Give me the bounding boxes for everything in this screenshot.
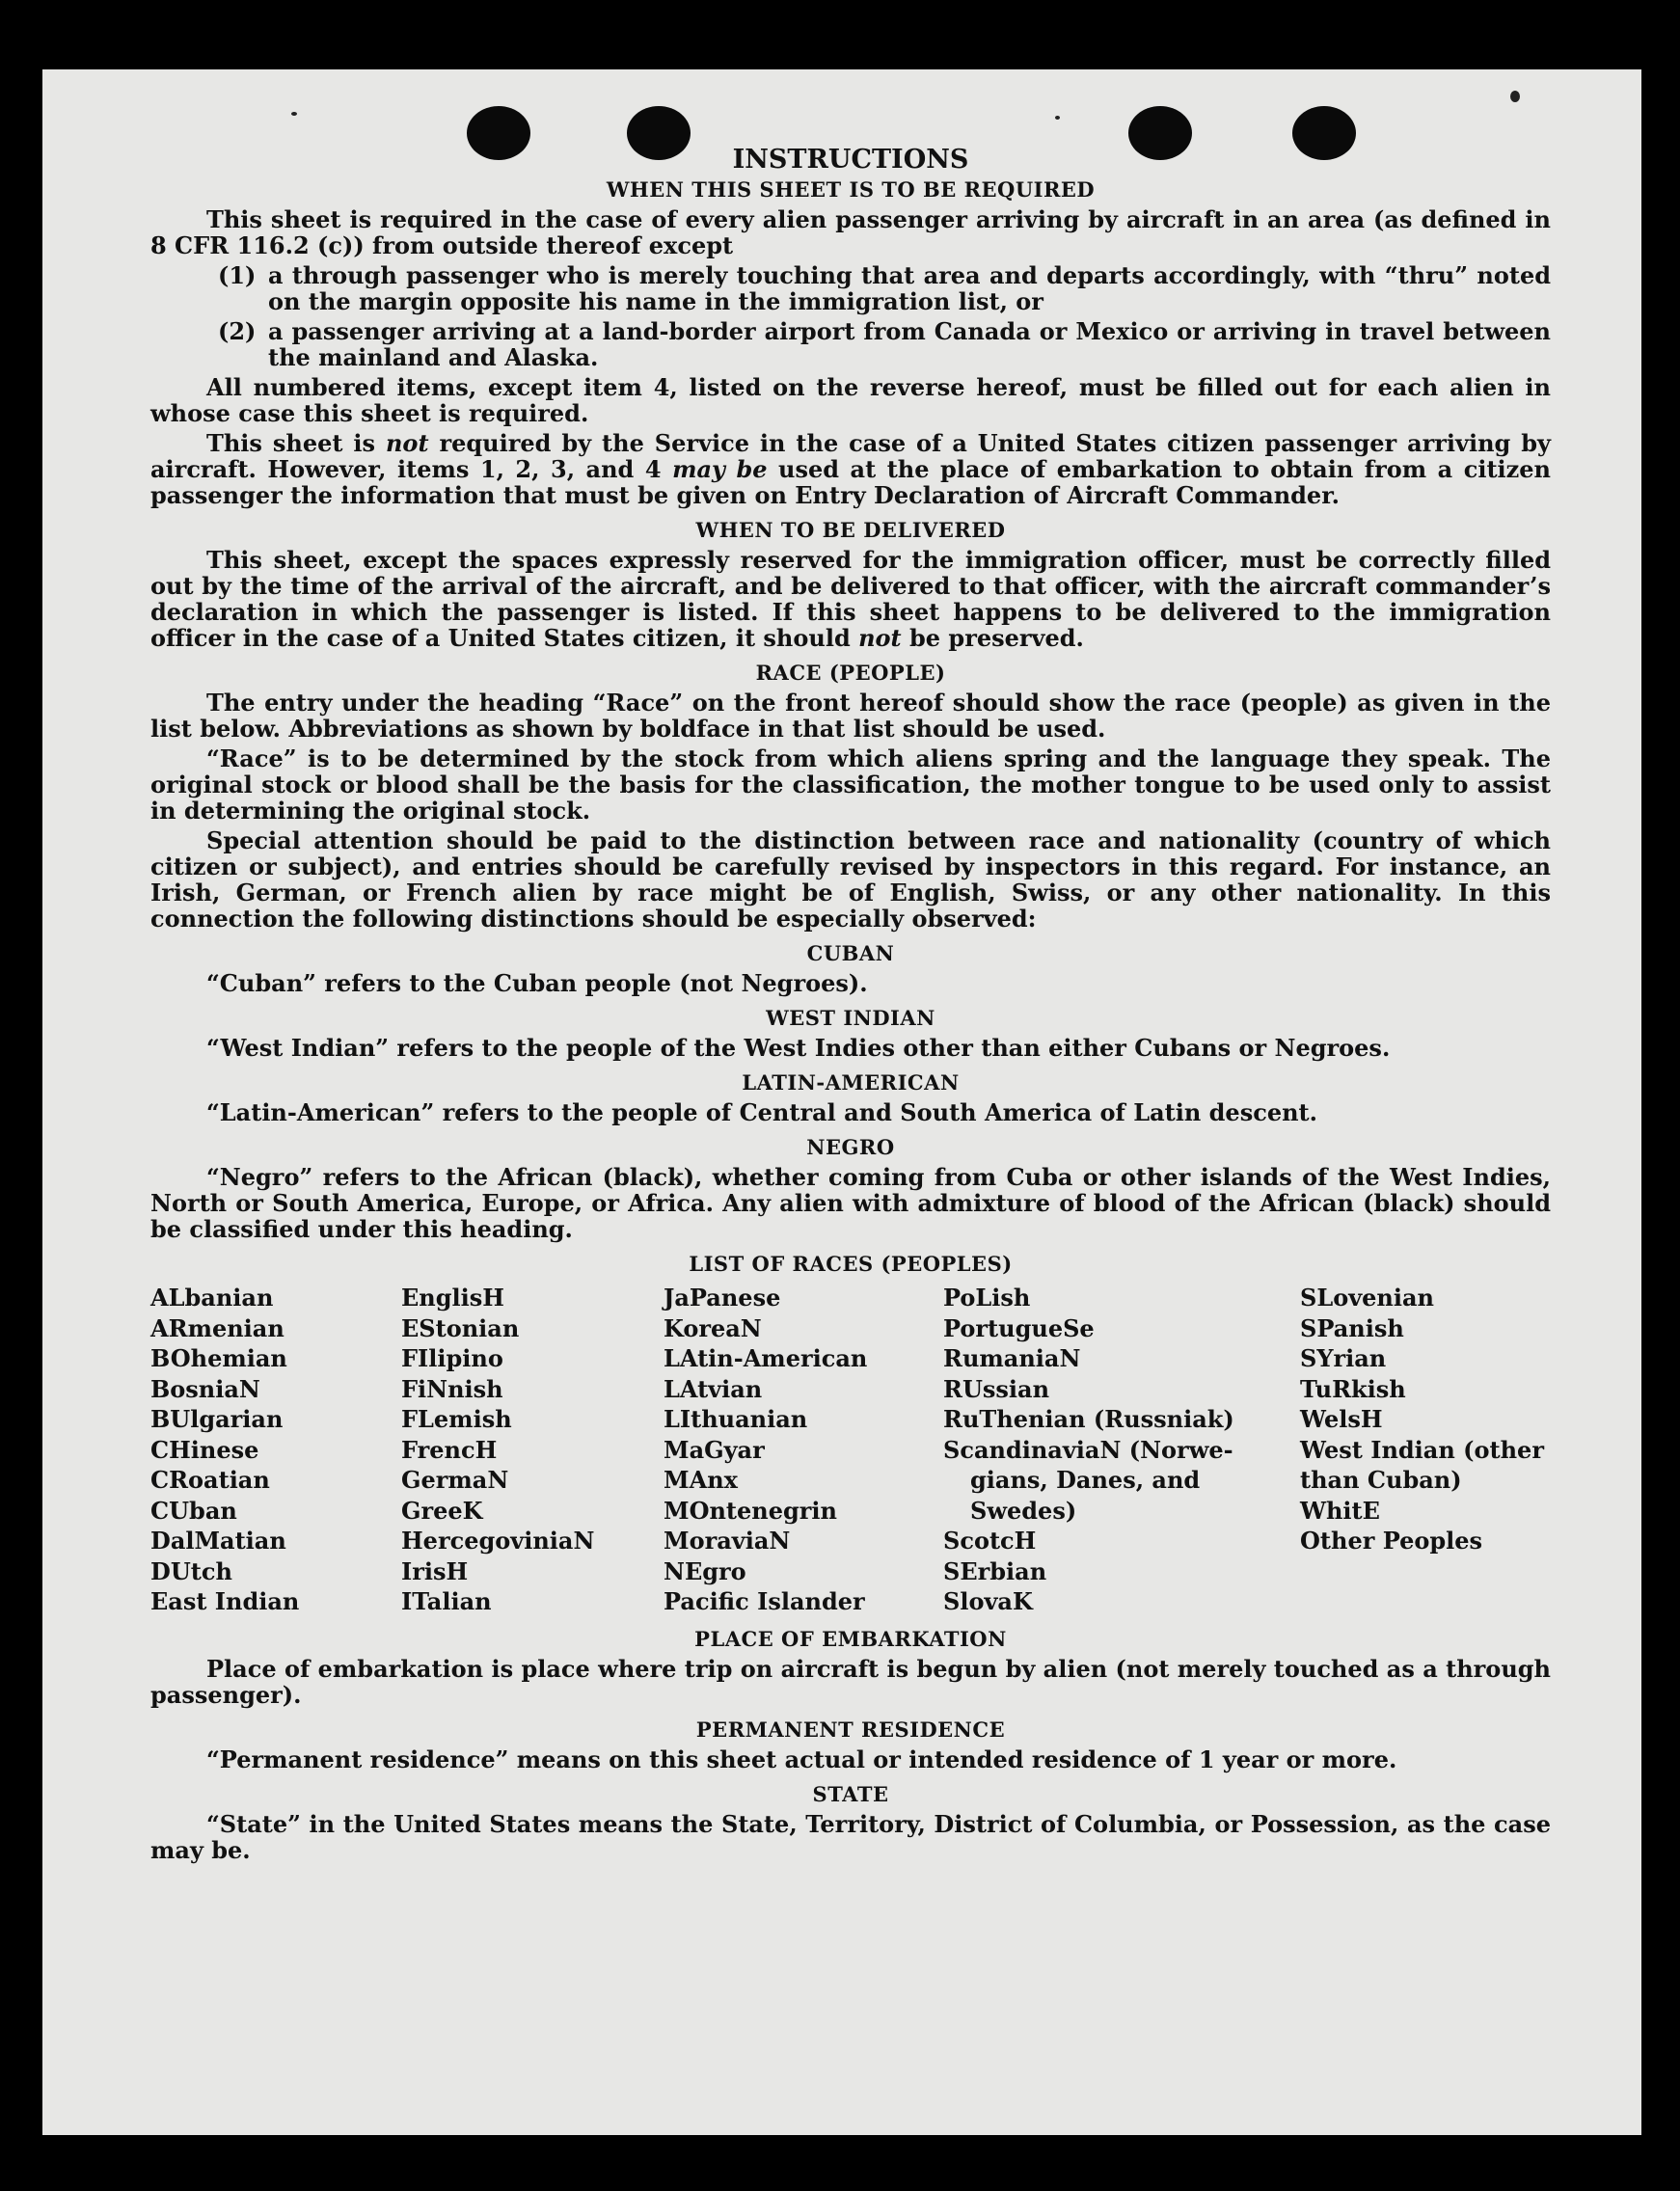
heading-when-delivered: WHEN TO BE DELIVERED xyxy=(695,518,1006,542)
item-number: (2) xyxy=(218,317,257,345)
race-entry: CHinese xyxy=(150,1435,259,1464)
race-entry: Swedes) xyxy=(970,1496,1077,1525)
races-list xyxy=(150,1283,1551,1617)
race-entry: RumaniaN xyxy=(943,1344,1081,1372)
when-delivered-paragraph xyxy=(150,547,1551,651)
races-column-4 xyxy=(943,1283,1300,1617)
race-paragraph-3: Special attention should be paid to the distinction between race and nationality (country of which citizen or subject), and entries should be carefully revised by inspectors in this regard. For instance, an Irish, German, or French alien by race might be of English, Swiss, or any other nationality. In this connection the following distinctions should be especially observed: xyxy=(150,826,1551,933)
race-entry: FIlipino xyxy=(401,1344,503,1372)
races-column-3 xyxy=(664,1283,943,1617)
heading-permanent-residence: PERMANENT RESIDENCE xyxy=(695,1717,1006,1742)
heading-state: STATE xyxy=(812,1781,889,1806)
race-entry: BUlgarian xyxy=(150,1405,284,1433)
west-indian-text: “West Indian” refers to the people of the West Indies other than either Cubans or Negroes. xyxy=(206,1034,1391,1062)
race-entry: East Indian xyxy=(150,1587,300,1615)
race-entry: LIthuanian xyxy=(664,1405,808,1433)
instructions-body xyxy=(150,145,1551,1863)
race-entry: gians, Danes, and xyxy=(970,1466,1201,1494)
item-text: a passenger arriving at a land-border airport from Canada or Mexico or arriving in travel between the mainland and Alaska. xyxy=(268,317,1551,371)
negro-text: “Negro” refers to the African (black), whether coming from Cuba or other islands of the West Indies, North or South America, Europe, or Africa. Any alien with admixture of blood of the African (black) should be classified under this heading. xyxy=(150,1163,1551,1243)
heading-embarkation: PLACE OF EMBARKATION xyxy=(694,1626,1007,1651)
citizen-emphasis-not: not xyxy=(385,429,429,457)
citizen-text-b: required by the Service in the case of a United States citizen passenger arriving by aircraft. However, items 1, 2, 3, and 4 xyxy=(150,429,1552,483)
race-entry: KoreaN xyxy=(664,1313,762,1342)
state-text: “State” in the United States means the State, Territory, District of Columbia, or Possession, as the case may be. xyxy=(150,1809,1551,1864)
race-entry: DalMatian xyxy=(150,1527,286,1555)
race-entry: SLovenian xyxy=(1300,1284,1434,1312)
race-entry: DUtch xyxy=(150,1556,232,1585)
embarkation-text: Place of embarkation is place where trip on aircraft is begun by alien (not merely touched as a through passenger). xyxy=(150,1654,1551,1709)
race-entry: ALbanian xyxy=(150,1284,274,1312)
race-entry: LAtvian xyxy=(664,1374,763,1403)
race-paragraph-1: The entry under the heading “Race” on the front hereof should show the race (people) as given in the list below. Abbreviations as shown by boldface in that list should be used. xyxy=(150,689,1551,743)
race-entry: MoraviaN xyxy=(664,1527,791,1555)
races-column-2 xyxy=(401,1283,664,1617)
citizen-emphasis-may-be: may be xyxy=(672,455,768,483)
race-entry: PortugueSe xyxy=(943,1313,1095,1342)
race-entry: SlovaK xyxy=(943,1587,1033,1615)
when-required-intro: This sheet is required in the case of every alien passenger arriving by aircraft in an area (as defined in 8 CFR 116.2 (c)) from outside thereof except xyxy=(150,205,1551,259)
race-entry: MOntenegrin xyxy=(664,1496,837,1525)
race-entry: MAnx xyxy=(664,1466,738,1494)
latin-american-text: “Latin-American” refers to the people of Central and South America of Latin descent. xyxy=(206,1098,1317,1126)
race-entry: SYrian xyxy=(1300,1344,1387,1372)
heading-latin-american: LATIN-AMERICAN xyxy=(742,1070,960,1095)
race-entry: TuRkish xyxy=(1300,1374,1406,1403)
numbered-items-paragraph: All numbered items, except item 4, listed on the reverse hereof, must be filled out for each alien in whose case this sheet is required. xyxy=(150,373,1551,427)
race-entry: FLemish xyxy=(401,1405,512,1433)
race-entry: WelsH xyxy=(1300,1405,1383,1433)
exception-item-1 xyxy=(218,262,1551,314)
heading-race: RACE (PEOPLE) xyxy=(755,661,946,685)
speck xyxy=(1055,116,1060,120)
race-entry: LAtin-American xyxy=(664,1344,868,1372)
residence-text: “Permanent residence” means on this sheet actual or intended residence of 1 year or more. xyxy=(206,1745,1397,1773)
race-entry: MaGyar xyxy=(664,1435,765,1464)
heading-negro: NEGRO xyxy=(806,1135,895,1159)
race-entry: WhitE xyxy=(1300,1496,1380,1525)
delivered-text-a: This sheet, except the spaces expressly reserved for the immigration officer, must be correctly filled out by the time of the arrival of the aircraft, and be delivered to that officer, with the aircraft commander’s declaration in which the passenger is listed. If this sheet happens to be delivered to the immigration officer in the case of a United States citizen, it should xyxy=(150,546,1551,652)
race-entry: SErbian xyxy=(943,1556,1047,1585)
exception-item-2 xyxy=(218,318,1551,370)
item-number: (1) xyxy=(218,261,257,289)
race-entry: FiNnish xyxy=(401,1374,503,1403)
race-entry: GreeK xyxy=(401,1496,483,1525)
citizen-text-c: used at the place of embarkation to obtain from a citizen passenger the information that must be given on Entry Declaration of Aircraft Commander. xyxy=(150,455,1551,509)
citizen-text-a: This sheet is xyxy=(206,429,376,457)
race-entry: JaPanese xyxy=(664,1284,781,1312)
race-entry: ARmenian xyxy=(150,1313,285,1342)
heading-cuban: CUBAN xyxy=(806,941,895,965)
races-column-1 xyxy=(150,1283,401,1617)
race-entry: ScotcH xyxy=(943,1527,1037,1555)
speck xyxy=(291,112,297,116)
race-entry: NEgro xyxy=(664,1556,746,1585)
race-entry: HercegoviniaN xyxy=(401,1527,595,1555)
speck xyxy=(1510,91,1520,102)
race-entry: ScandinaviaN (Norwe- xyxy=(943,1435,1233,1464)
race-entry: West Indian (other xyxy=(1300,1435,1544,1464)
race-entry: ITalian xyxy=(401,1587,492,1615)
race-entry: BOhemian xyxy=(150,1344,287,1372)
delivered-emphasis-not: not xyxy=(858,624,902,652)
race-entry: FrencH xyxy=(401,1435,498,1464)
cuban-text: “Cuban” refers to the Cuban people (not Negroes). xyxy=(206,969,868,997)
heading-list-of-races: LIST OF RACES (PEOPLES) xyxy=(689,1252,1013,1276)
race-entry: RuThenian (Russniak) xyxy=(943,1405,1234,1433)
races-column-5 xyxy=(1300,1283,1551,1617)
race-entry: EStonian xyxy=(401,1313,520,1342)
item-text: a through passenger who is merely touching that area and departs accordingly, with “thru” noted on the margin opposite his name in the immigration list, or xyxy=(268,261,1551,315)
race-entry: SPanish xyxy=(1300,1313,1404,1342)
race-entry: GermaN xyxy=(401,1466,509,1494)
race-entry: than Cuban) xyxy=(1300,1466,1462,1494)
race-entry: PoLish xyxy=(943,1284,1031,1312)
heading-west-indian: WEST INDIAN xyxy=(766,1006,935,1030)
race-entry: EnglisH xyxy=(401,1284,504,1312)
document-sheet xyxy=(42,69,1641,2135)
race-entry: IrisH xyxy=(401,1556,469,1585)
heading-when-required: WHEN THIS SHEET IS TO BE REQUIRED xyxy=(606,177,1096,202)
delivered-text-b: be preserved. xyxy=(909,624,1084,652)
race-entry: Other Peoples xyxy=(1300,1527,1483,1555)
race-entry: CRoatian xyxy=(150,1466,270,1494)
race-entry: BosniaN xyxy=(150,1374,260,1403)
race-entry: Pacific Islander xyxy=(664,1587,865,1615)
race-entry: CUban xyxy=(150,1496,237,1525)
page-title: INSTRUCTIONS xyxy=(732,145,969,175)
race-entry: RUssian xyxy=(943,1374,1050,1403)
race-paragraph-2: “Race” is to be determined by the stock from which aliens spring and the language they speak. The original stock or blood shall be the basis for the classification, the mother tongue to be used only to assist in determining the original stock. xyxy=(150,744,1551,825)
citizen-paragraph xyxy=(150,430,1551,508)
